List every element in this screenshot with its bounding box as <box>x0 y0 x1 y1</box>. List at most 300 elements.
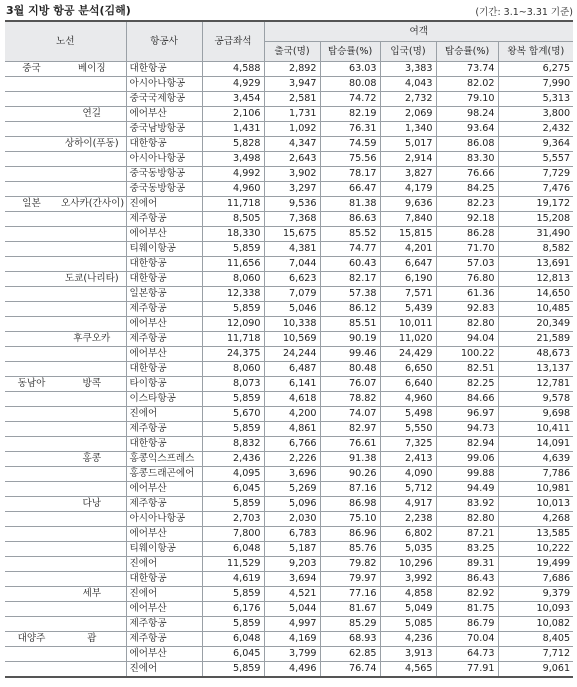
round-trip-total-cell: 13,137 <box>498 362 573 377</box>
route-cell: 홍콩 <box>58 452 126 467</box>
round-trip-total-cell: 7,990 <box>498 77 573 92</box>
departure-cell: 3,696 <box>264 467 320 482</box>
departure-load-factor-cell: 86.63 <box>320 212 380 227</box>
round-trip-total-cell: 6,275 <box>498 62 573 77</box>
departure-cell: 2,030 <box>264 512 320 527</box>
departure-load-factor-cell: 82.17 <box>320 272 380 287</box>
departure-load-factor-cell: 66.47 <box>320 182 380 197</box>
departure-load-factor-cell: 86.96 <box>320 527 380 542</box>
arrival-load-factor-cell: 87.21 <box>436 527 498 542</box>
departure-cell: 4,997 <box>264 617 320 632</box>
table-row <box>5 617 573 632</box>
arrival-cell: 3,827 <box>380 167 436 182</box>
header-row-top <box>5 21 573 42</box>
supply-seats-cell: 5,859 <box>202 662 264 678</box>
arrival-load-factor-cell: 76.80 <box>436 272 498 287</box>
route-cell <box>58 242 126 257</box>
supply-seats-cell: 11,656 <box>202 257 264 272</box>
arrival-load-factor-cell: 82.23 <box>436 197 498 212</box>
departure-cell: 5,096 <box>264 497 320 512</box>
region-cell: 대양주 <box>5 632 58 647</box>
route-cell: 방콕 <box>58 377 126 392</box>
arrival-load-factor-cell: 86.79 <box>436 617 498 632</box>
airline-cell: 에어부산 <box>126 227 202 242</box>
airline-cell: 대한항공 <box>126 572 202 587</box>
table-row <box>5 647 573 662</box>
supply-seats-cell: 12,338 <box>202 287 264 302</box>
arrival-cell: 1,340 <box>380 122 436 137</box>
route-cell <box>58 617 126 632</box>
departure-cell: 6,783 <box>264 527 320 542</box>
departure-cell: 2,643 <box>264 152 320 167</box>
supply-seats-cell: 6,048 <box>202 632 264 647</box>
supply-seats-cell: 8,073 <box>202 377 264 392</box>
departure-load-factor-cell: 80.08 <box>320 77 380 92</box>
round-trip-total-cell: 4,639 <box>498 452 573 467</box>
arrival-cell: 24,429 <box>380 347 436 362</box>
route-cell <box>58 317 126 332</box>
arrival-cell: 5,049 <box>380 602 436 617</box>
airline-cell: 대한항공 <box>126 257 202 272</box>
route-cell <box>58 227 126 242</box>
round-trip-total-cell: 7,686 <box>498 572 573 587</box>
departure-load-factor-cell: 91.38 <box>320 452 380 467</box>
region-cell <box>5 242 58 257</box>
departure-load-factor-cell: 78.17 <box>320 167 380 182</box>
region-cell <box>5 362 58 377</box>
round-trip-total-cell: 31,490 <box>498 227 573 242</box>
region-cell: 일본 <box>5 197 58 212</box>
round-trip-total-cell: 3,800 <box>498 107 573 122</box>
region-cell <box>5 182 58 197</box>
arrival-cell: 5,712 <box>380 482 436 497</box>
arrival-load-factor-cell: 82.51 <box>436 362 498 377</box>
arrival-load-factor-cell: 79.10 <box>436 92 498 107</box>
departure-cell: 6,487 <box>264 362 320 377</box>
route-cell <box>58 482 126 497</box>
route-cell <box>58 362 126 377</box>
departure-load-factor-cell: 76.61 <box>320 437 380 452</box>
supply-seats-cell: 5,859 <box>202 587 264 602</box>
departure-cell: 4,618 <box>264 392 320 407</box>
departure-load-factor-cell: 82.97 <box>320 422 380 437</box>
departure-load-factor-cell: 60.43 <box>320 257 380 272</box>
round-trip-total-cell: 13,585 <box>498 527 573 542</box>
document-title: 3월 지방 항공 분석(김해) <box>6 4 131 17</box>
arrival-cell: 10,296 <box>380 557 436 572</box>
supply-seats-cell: 6,176 <box>202 602 264 617</box>
supply-seats-cell: 4,619 <box>202 572 264 587</box>
region-cell <box>5 77 58 92</box>
supply-seats-cell: 18,330 <box>202 227 264 242</box>
route-cell <box>58 287 126 302</box>
supply-seats-cell: 6,045 <box>202 482 264 497</box>
table-row <box>5 182 573 197</box>
round-trip-total-cell: 2,432 <box>498 122 573 137</box>
route-cell: 괌 <box>58 632 126 647</box>
route-cell <box>58 437 126 452</box>
supply-seats-cell: 4,960 <box>202 182 264 197</box>
airline-cell: 아시아나항공 <box>126 512 202 527</box>
supply-seats-cell: 1,431 <box>202 122 264 137</box>
arrival-load-factor-cell: 92.83 <box>436 302 498 317</box>
departure-cell: 6,623 <box>264 272 320 287</box>
airline-cell: 대한항공 <box>126 137 202 152</box>
arrival-load-factor-cell: 83.25 <box>436 542 498 557</box>
table-row <box>5 602 573 617</box>
departure-cell: 10,569 <box>264 332 320 347</box>
arrival-cell: 3,383 <box>380 62 436 77</box>
table-row <box>5 257 573 272</box>
route-cell <box>58 422 126 437</box>
supply-seats-cell: 5,859 <box>202 392 264 407</box>
document-header <box>0 0 577 20</box>
airline-cell: 대한항공 <box>126 437 202 452</box>
arrival-load-factor-cell: 99.06 <box>436 452 498 467</box>
airline-cell: 진에어 <box>126 197 202 212</box>
arrival-cell: 5,550 <box>380 422 436 437</box>
airline-cell: 타이항공 <box>126 377 202 392</box>
arrival-cell: 4,201 <box>380 242 436 257</box>
departure-cell: 4,200 <box>264 407 320 422</box>
supply-seats-cell: 11,718 <box>202 197 264 212</box>
arrival-cell: 2,914 <box>380 152 436 167</box>
table-row <box>5 212 573 227</box>
departure-load-factor-cell: 63.03 <box>320 62 380 77</box>
region-cell <box>5 347 58 362</box>
table-row <box>5 107 573 122</box>
departure-load-factor-cell: 81.38 <box>320 197 380 212</box>
arrival-cell: 6,802 <box>380 527 436 542</box>
supply-seats-cell: 7,800 <box>202 527 264 542</box>
arrival-load-factor-cell: 82.25 <box>436 377 498 392</box>
arrival-cell: 4,179 <box>380 182 436 197</box>
arrival-cell: 9,636 <box>380 197 436 212</box>
round-trip-total-cell: 10,981 <box>498 482 573 497</box>
arrival-cell: 4,043 <box>380 77 436 92</box>
arrival-cell: 5,439 <box>380 302 436 317</box>
route-cell: 연길 <box>58 107 126 122</box>
departure-load-factor-cell: 90.19 <box>320 332 380 347</box>
round-trip-total-cell: 10,093 <box>498 602 573 617</box>
table-row <box>5 347 573 362</box>
region-cell <box>5 152 58 167</box>
departure-cell: 9,536 <box>264 197 320 212</box>
arrival-cell: 3,992 <box>380 572 436 587</box>
region-cell <box>5 542 58 557</box>
arrival-load-factor-cell: 82.80 <box>436 512 498 527</box>
region-cell <box>5 212 58 227</box>
departure-load-factor-cell: 85.52 <box>320 227 380 242</box>
round-trip-total-cell: 7,476 <box>498 182 573 197</box>
route-cell <box>58 212 126 227</box>
table-row <box>5 467 573 482</box>
table-row <box>5 302 573 317</box>
region-cell <box>5 407 58 422</box>
region-cell <box>5 317 58 332</box>
departure-load-factor-cell: 81.67 <box>320 602 380 617</box>
round-trip-total-cell: 19,172 <box>498 197 573 212</box>
departure-load-factor-cell: 86.12 <box>320 302 380 317</box>
arrival-load-factor-cell: 82.80 <box>436 317 498 332</box>
arrival-cell: 4,858 <box>380 587 436 602</box>
arrival-cell: 7,325 <box>380 437 436 452</box>
departure-cell: 4,861 <box>264 422 320 437</box>
departure-cell: 7,044 <box>264 257 320 272</box>
table-row <box>5 512 573 527</box>
arrival-load-factor-cell: 93.64 <box>436 122 498 137</box>
departure-load-factor-cell: 62.85 <box>320 647 380 662</box>
supply-seats-cell: 4,095 <box>202 467 264 482</box>
supply-seats-cell: 2,703 <box>202 512 264 527</box>
airline-cell: 제주항공 <box>126 212 202 227</box>
table-row <box>5 497 573 512</box>
round-trip-total-cell: 10,082 <box>498 617 573 632</box>
table-row <box>5 332 573 347</box>
airline-cell: 중국남방항공 <box>126 122 202 137</box>
table-row <box>5 137 573 152</box>
table-row <box>5 392 573 407</box>
region-cell <box>5 587 58 602</box>
arrival-cell: 15,815 <box>380 227 436 242</box>
table-row <box>5 452 573 467</box>
route-cell <box>58 347 126 362</box>
departure-load-factor-cell: 79.82 <box>320 557 380 572</box>
departure-cell: 9,203 <box>264 557 320 572</box>
airline-cell: 제주항공 <box>126 332 202 347</box>
departure-load-factor-cell: 99.46 <box>320 347 380 362</box>
airline-cell: 제주항공 <box>126 422 202 437</box>
departure-load-factor-cell: 57.38 <box>320 287 380 302</box>
round-trip-total-cell: 12,813 <box>498 272 573 287</box>
supply-seats-cell: 8,060 <box>202 272 264 287</box>
arrival-load-factor-cell: 84.25 <box>436 182 498 197</box>
departure-load-factor-cell: 76.07 <box>320 377 380 392</box>
region-cell <box>5 167 58 182</box>
table-row <box>5 272 573 287</box>
arrival-cell: 2,413 <box>380 452 436 467</box>
departure-cell: 3,694 <box>264 572 320 587</box>
departure-cell: 24,244 <box>264 347 320 362</box>
supply-seats-cell: 5,859 <box>202 242 264 257</box>
arrival-cell: 10,011 <box>380 317 436 332</box>
route-cell <box>58 557 126 572</box>
airline-cell: 중국동방항공 <box>126 182 202 197</box>
route-cell: 상하이(푸동) <box>58 137 126 152</box>
airline-cell: 에어부산 <box>126 347 202 362</box>
round-trip-total-cell: 7,712 <box>498 647 573 662</box>
airline-cell: 제주항공 <box>126 302 202 317</box>
region-cell <box>5 227 58 242</box>
airline-cell: 에어부산 <box>126 107 202 122</box>
departure-load-factor-cell: 90.26 <box>320 467 380 482</box>
round-trip-total-cell: 4,268 <box>498 512 573 527</box>
arrival-load-factor-cell: 94.04 <box>436 332 498 347</box>
departure-cell: 5,187 <box>264 542 320 557</box>
supply-seats-cell: 11,718 <box>202 332 264 347</box>
route-cell <box>58 407 126 422</box>
round-trip-total-cell: 9,379 <box>498 587 573 602</box>
table-row <box>5 197 573 212</box>
table-row <box>5 662 573 678</box>
arrival-cell: 6,647 <box>380 257 436 272</box>
round-trip-total-cell: 14,091 <box>498 437 573 452</box>
region-cell <box>5 287 58 302</box>
arrival-load-factor-cell: 86.43 <box>436 572 498 587</box>
table-row <box>5 437 573 452</box>
departure-load-factor-cell: 80.48 <box>320 362 380 377</box>
region-cell <box>5 647 58 662</box>
route-cell <box>58 572 126 587</box>
arrival-load-factor-cell: 77.91 <box>436 662 498 678</box>
departure-load-factor-cell: 74.59 <box>320 137 380 152</box>
round-trip-total-cell: 8,582 <box>498 242 573 257</box>
round-trip-total-header: 왕복 합계(명) <box>498 42 573 62</box>
round-trip-total-cell: 7,729 <box>498 167 573 182</box>
route-cell <box>58 257 126 272</box>
table-row <box>5 422 573 437</box>
departure-load-factor-cell: 79.97 <box>320 572 380 587</box>
region-cell <box>5 482 58 497</box>
supply-seats-cell: 8,832 <box>202 437 264 452</box>
table-row <box>5 482 573 497</box>
departure-load-factor-cell: 76.74 <box>320 662 380 678</box>
region-cell <box>5 422 58 437</box>
arrival-load-factor-header: 탑승률(%) <box>436 42 498 62</box>
route-cell: 후쿠오카 <box>58 332 126 347</box>
supply-seats-cell: 6,048 <box>202 542 264 557</box>
round-trip-total-cell: 14,650 <box>498 287 573 302</box>
round-trip-total-cell: 9,578 <box>498 392 573 407</box>
airline-cell: 티웨이항공 <box>126 542 202 557</box>
arrival-load-factor-cell: 61.36 <box>436 287 498 302</box>
arrival-cell: 5,498 <box>380 407 436 422</box>
round-trip-total-cell: 7,786 <box>498 467 573 482</box>
table-row <box>5 542 573 557</box>
round-trip-total-cell: 20,349 <box>498 317 573 332</box>
departure-cell: 6,766 <box>264 437 320 452</box>
departure-load-factor-cell: 86.98 <box>320 497 380 512</box>
arrival-load-factor-cell: 94.49 <box>436 482 498 497</box>
arrival-load-factor-cell: 96.97 <box>436 407 498 422</box>
region-cell <box>5 392 58 407</box>
route-cell <box>58 512 126 527</box>
supply-seats-cell: 3,498 <box>202 152 264 167</box>
departure-cell: 4,169 <box>264 632 320 647</box>
table-row <box>5 122 573 137</box>
airline-cell: 진에어 <box>126 407 202 422</box>
table-row <box>5 572 573 587</box>
arrival-load-factor-cell: 70.04 <box>436 632 498 647</box>
arrival-cell: 4,565 <box>380 662 436 678</box>
departure-cell: 7,368 <box>264 212 320 227</box>
supply-seats-cell: 12,090 <box>202 317 264 332</box>
departure-load-factor-cell: 85.29 <box>320 617 380 632</box>
airline-cell: 진에어 <box>126 587 202 602</box>
arrival-cell: 6,640 <box>380 377 436 392</box>
round-trip-total-cell: 10,013 <box>498 497 573 512</box>
departure-cell: 10,338 <box>264 317 320 332</box>
departure-load-factor-cell: 74.77 <box>320 242 380 257</box>
region-cell <box>5 527 58 542</box>
arrival-cell: 2,069 <box>380 107 436 122</box>
supply-seats-cell: 2,106 <box>202 107 264 122</box>
arrival-cell: 2,732 <box>380 92 436 107</box>
route-cell: 오사카(간사이) <box>58 197 126 212</box>
airline-cell: 중국국제항공 <box>126 92 202 107</box>
airline-cell: 제주항공 <box>126 617 202 632</box>
arrival-load-factor-cell: 94.73 <box>436 422 498 437</box>
route-header: 노선 <box>5 21 126 62</box>
arrival-header: 입국(명) <box>380 42 436 62</box>
departure-load-factor-cell: 87.16 <box>320 482 380 497</box>
departure-cell: 3,902 <box>264 167 320 182</box>
arrival-cell: 6,190 <box>380 272 436 287</box>
table-row <box>5 77 573 92</box>
departure-load-factor-cell: 75.10 <box>320 512 380 527</box>
arrival-cell: 11,020 <box>380 332 436 347</box>
arrival-cell: 2,238 <box>380 512 436 527</box>
supply-seats-cell: 3,454 <box>202 92 264 107</box>
airline-cell: 아시아나항공 <box>126 152 202 167</box>
round-trip-total-cell: 5,313 <box>498 92 573 107</box>
arrival-cell: 4,917 <box>380 497 436 512</box>
departure-header: 출국(명) <box>264 42 320 62</box>
region-cell <box>5 122 58 137</box>
round-trip-total-cell: 13,691 <box>498 257 573 272</box>
route-cell <box>58 662 126 678</box>
table-row <box>5 227 573 242</box>
departure-cell: 2,581 <box>264 92 320 107</box>
round-trip-total-cell: 5,557 <box>498 152 573 167</box>
arrival-cell: 4,236 <box>380 632 436 647</box>
arrival-load-factor-cell: 57.03 <box>436 257 498 272</box>
arrival-cell: 5,035 <box>380 542 436 557</box>
supply-seats-cell: 5,859 <box>202 422 264 437</box>
table-row <box>5 632 573 647</box>
airline-cell: 에어부산 <box>126 482 202 497</box>
arrival-load-factor-cell: 83.30 <box>436 152 498 167</box>
arrival-load-factor-cell: 82.02 <box>436 77 498 92</box>
departure-load-factor-cell: 85.76 <box>320 542 380 557</box>
departure-load-factor-cell: 74.07 <box>320 407 380 422</box>
departure-load-factor-cell: 76.31 <box>320 122 380 137</box>
supply-seats-cell: 2,436 <box>202 452 264 467</box>
arrival-cell: 4,090 <box>380 467 436 482</box>
route-cell: 도쿄(나리타) <box>58 272 126 287</box>
region-cell <box>5 302 58 317</box>
supply-seats-cell: 5,670 <box>202 407 264 422</box>
airline-cell: 홍콩익스프레스 <box>126 452 202 467</box>
departure-cell: 4,521 <box>264 587 320 602</box>
departure-cell: 7,079 <box>264 287 320 302</box>
table-body <box>5 62 573 678</box>
round-trip-total-cell: 10,485 <box>498 302 573 317</box>
period-note: (기간: 3.1~3.31 기준) <box>475 7 573 18</box>
departure-cell: 5,044 <box>264 602 320 617</box>
table-row <box>5 287 573 302</box>
region-cell <box>5 272 58 287</box>
arrival-load-factor-cell: 86.08 <box>436 137 498 152</box>
airline-statistics-table <box>5 20 573 678</box>
arrival-cell: 5,085 <box>380 617 436 632</box>
supply-seats-cell: 8,060 <box>202 362 264 377</box>
table-row <box>5 242 573 257</box>
departure-load-factor-cell: 82.19 <box>320 107 380 122</box>
arrival-cell: 6,650 <box>380 362 436 377</box>
departure-load-factor-cell: 74.72 <box>320 92 380 107</box>
arrival-load-factor-cell: 83.92 <box>436 497 498 512</box>
